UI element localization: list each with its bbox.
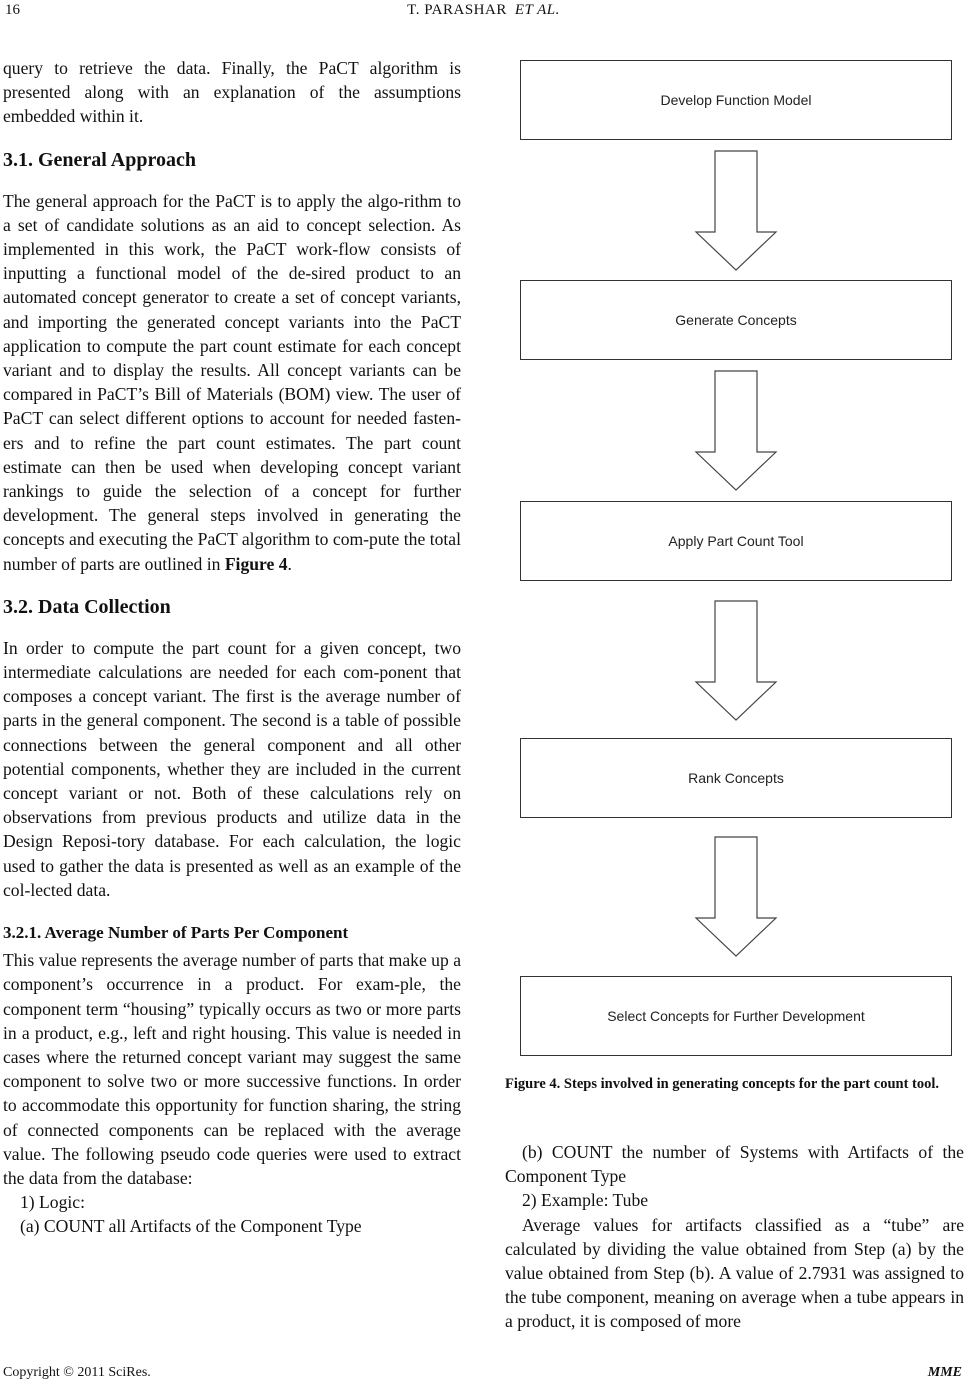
down-arrow-icon (694, 370, 778, 492)
running-head-etal: ET AL. (514, 2, 560, 18)
down-arrow-icon (694, 836, 778, 958)
example-label: 2) Example: Tube (522, 1190, 649, 1211)
down-arrow-icon (694, 600, 778, 722)
flowchart-step-develop-function-model: Develop Function Model (520, 60, 952, 140)
footer-copyright: Copyright © 2011 SciRes. (3, 1365, 151, 1380)
section-heading-3-2-1: 3.2.1. Average Number of Parts Per Component (3, 923, 349, 943)
page-number: 16 (5, 2, 20, 18)
section-heading-3-2: 3.2. Data Collection (3, 595, 171, 618)
flowchart-step-rank-concepts: Rank Concepts (520, 738, 952, 818)
left-column (3, 56, 461, 1239)
logic-step-b: (b) COUNT the number of Systems with Artifacts of the Component Type (505, 1142, 964, 1187)
figure-caption: Figure 4. Steps involved in generating concepts for the part count tool. (505, 1076, 940, 1092)
general-approach-text: The general approach for the PaCT is to apply the algo-rithm to a set of candidate solutions as an aid to concept selection. As implemented in this work, the PaCT work-flow consists of inputting a functional model of the de-sired product to an automated concept generator to create a set of concept variants, and importing the generated concept variants into the PaCT application to compute the part count estimate for each concept variant and to display the results. All concept variants can be compared in PaCT’s Bill of Materials (BOM) view. The user of PaCT can select different options to account for needed fasten-ers and to refine the part count estimates. The part count estimate can then be used when developing concept variant rankings to guide the selection of a concept for further development. The general steps involved in generating the concepts and executing the PaCT algorithm to com-pute the total number of parts are outlined in (3, 190, 461, 574)
footer-journal: MME (927, 1365, 962, 1380)
example-paragraph: Average values for artifacts classified as a “tube” are calculated by dividing the value obtained from Step (a) by the value obtained from Step (b). A value of 2.7931 was assigned to the tube component, meaning on average when a tube appears in a product, it is composed of more (505, 1214, 964, 1332)
running-head (0, 2, 967, 19)
down-arrow-icon (694, 150, 778, 272)
flowchart-step-apply-part-count-tool: Apply Part Count Tool (520, 501, 952, 581)
general-approach-paragraph (3, 189, 461, 576)
running-head-authors: T. PARASHAR (407, 2, 507, 18)
figure-4-flowchart (516, 56, 956, 1060)
figure-4-reference: Figure 4 (224, 553, 288, 574)
general-approach-end: . (287, 553, 292, 574)
flowchart-step-select-concepts: Select Concepts for Further Development (520, 976, 952, 1056)
data-collection-paragraph: In order to compute the part count for a given concept, two intermediate calculations are needed for each com-ponent that composes a concept variant. The first is the average number of parts in the general component. The second is a table of possible connections between the general component and all other potential components, whether they are included in the current concept variant or not. Both of these calculations rely on observations from previous products and utilize data in the Design Reposi-tory database. For each calculation, the logic used to gather the data is presented as well as an example of the col-lected data. (3, 637, 461, 900)
logic-label: 1) Logic: (20, 1192, 85, 1213)
right-column (505, 1140, 964, 1334)
intro-paragraph: query to retrieve the data. Finally, the PaCT algorithm is presented along with an explanation of the assumptions embedded within it. (3, 58, 461, 127)
section-heading-3-1: 3.1. General Approach (3, 148, 196, 171)
logic-step-a: (a) COUNT all Artifacts of the Component Type (20, 1216, 362, 1237)
average-parts-paragraph: This value represents the average number of parts that make up a component’s occurrence in a product. For exam-ple, the component term “housing” typically occurs as two or more parts in a product, e.g., left and right housing. This value is needed in cases where the returned concept variant may suggest the same component to solve two or more successive functions. In order to accommodate this opportunity for function sharing, the string of connected components can be replaced with the average value. The following pseudo code queries were used to extract the data from the database: (3, 950, 461, 1188)
flowchart-step-generate-concepts: Generate Concepts (520, 280, 952, 360)
